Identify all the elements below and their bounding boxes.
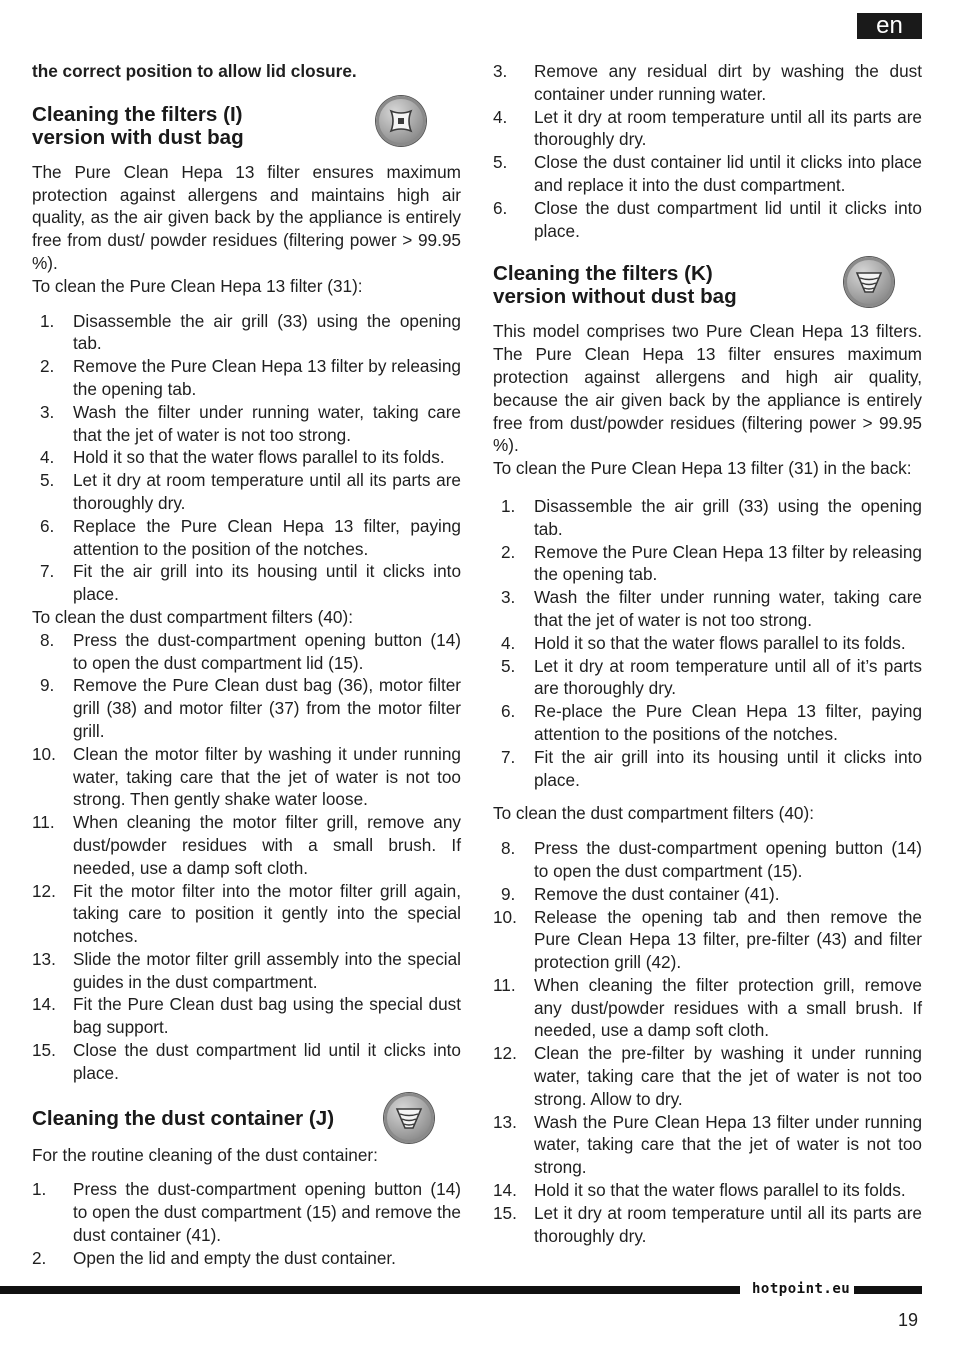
cyclone-icon bbox=[384, 1093, 434, 1143]
list-item: 5. Let it dry at room temperature until all of it’s parts are thoroughly dry. bbox=[501, 655, 922, 699]
list-item: 13. Slide the motor filter grill assembly into the special guides in the dust compartment. bbox=[32, 948, 461, 992]
section-title-line-1: Cleaning the filters (K) bbox=[493, 262, 713, 286]
list-item: 9. Remove the dust container (41). bbox=[501, 883, 780, 904]
list-item: 2. Open the lid and empty the dust container. bbox=[32, 1247, 396, 1268]
list-item: 15. Close the dust compartment lid until it clicks into place. bbox=[32, 1040, 461, 1083]
section-i-intro: The Pure Clean Hepa 13 filter ensures maximum protection against allergens and maintains high air quality, as the air given back by the appliance is entirely free from dust/ powder residues (filtering power > 99.95 %). bbox=[32, 161, 461, 273]
section-k-intro: This model comprises two Pure Clean Hepa 13 filters. The Pure Clean Hepa 13 filter ensures maximum protection against allergens and high air quality, because the air given back by the appliance is entirely free from dust/powder residues (filtering power > 99.95 %). bbox=[493, 321, 922, 456]
footer-rule-right bbox=[854, 1286, 922, 1294]
list-item: 3. Remove any residual dirt by washing the dust container under running water. bbox=[493, 61, 922, 104]
list-item: 1. Disassemble the air grill (33) using the opening tab. bbox=[501, 495, 922, 539]
list-item: 2. Remove the Pure Clean Hepa 13 filter by releasing the opening tab. bbox=[501, 541, 922, 585]
list-item: 13. Wash the Pure Clean Hepa 13 filter under running water, taking care that the jet of water is not too strong. bbox=[493, 1111, 922, 1178]
section-title-line-1: Cleaning the filters (I) bbox=[32, 102, 243, 126]
section-heading-j bbox=[32, 1107, 461, 1130]
footer-rule-left bbox=[0, 1286, 740, 1294]
list-item: 12. Fit the motor filter into the motor filter grill again, taking care to position it gently into the special notches. bbox=[32, 880, 461, 947]
list-item: 2. Remove the Pure Clean Hepa 13 filter by releasing the opening tab. bbox=[40, 356, 461, 399]
list-item: 6. Re-place the Pure Clean Hepa 13 filter, paying attention to the positions of the notches. bbox=[501, 701, 922, 744]
page-number: 19 bbox=[898, 1310, 919, 1330]
list-item: 15. Let it dry at room temperature until all its parts are thoroughly dry. bbox=[493, 1202, 922, 1246]
section-title: Cleaning the dust container (J) bbox=[32, 1106, 335, 1130]
section-j-steps bbox=[32, 1178, 461, 1269]
list-item: 7. Fit the air grill into its housing until it clicks into place. bbox=[501, 746, 922, 790]
list-item: 4. Hold it so that the water flows parallel to its folds. bbox=[40, 447, 445, 468]
section-i-steps bbox=[32, 310, 461, 606]
list-item: 4. Hold it so that the water flows parallel to its folds. bbox=[501, 632, 906, 653]
section-title-line-2: version with dust bag bbox=[32, 125, 244, 149]
list-item: 4. Let it dry at room temperature until all its parts are thoroughly dry. bbox=[493, 106, 922, 150]
left-column bbox=[32, 58, 461, 1270]
list-item: 3. Wash the filter under running water, taking care that the jet of water is not too strong. bbox=[501, 587, 922, 630]
list-item: 1. Press the dust-compartment opening button (14) to open the dust compartment (15) and remove the dust container (41). bbox=[32, 1179, 461, 1246]
section-heading-i bbox=[32, 103, 461, 149]
list-item: 10. Clean the motor filter by washing it under running water, taking care that the jet of water is not too strong. Then gently shake water loose. bbox=[32, 743, 461, 810]
list-item: 11. When cleaning the filter protection grill, remove any dust/powder residues with a small brush. If needed, use a damp soft cloth. bbox=[493, 974, 922, 1041]
list-item: 6. Close the dust compartment lid until it clicks into place. bbox=[493, 197, 922, 241]
list-item: 14. Hold it so that the water flows parallel to its folds. bbox=[493, 1180, 906, 1201]
filter-icon bbox=[376, 96, 426, 146]
list-item: 12. Clean the pre-filter by washing it under running water, taking care that the jet of water is not too strong. Allow to dry. bbox=[493, 1043, 922, 1109]
section-j-steps-continued bbox=[493, 60, 922, 242]
list-item: 14. Fit the Pure Clean dust bag using the special dust bag support. bbox=[32, 994, 461, 1038]
dust-filters-intro: To clean the dust compartment filters (40): bbox=[493, 803, 814, 824]
section-i-instruction: To clean the Pure Clean Hepa 13 filter (31): bbox=[32, 275, 363, 296]
list-item: 5. Let it dry at room temperature until all its parts are thoroughly dry. bbox=[40, 470, 461, 513]
section-k-steps-2 bbox=[493, 837, 922, 1247]
section-k-instruction: To clean the Pure Clean Hepa 13 filter (31) in the back: bbox=[493, 458, 912, 479]
list-item: 8. Press the dust-compartment opening button (14) to open the dust compartment lid (15). bbox=[40, 629, 461, 673]
list-item: 1. Disassemble the air grill (33) using the opening tab. bbox=[40, 310, 461, 354]
list-item: 11. When cleaning the motor filter grill, remove any dust/powder residues with a small brush. If needed, use a damp soft cloth. bbox=[32, 812, 461, 878]
section-j-intro: For the routine cleaning of the dust container: bbox=[32, 1144, 378, 1165]
cyclone-icon bbox=[844, 257, 894, 307]
section-heading-k bbox=[493, 262, 922, 308]
dust-filters-intro: To clean the dust compartment filters (40): bbox=[32, 606, 353, 627]
list-item: 7. Fit the air grill into its housing until it clicks into place. bbox=[40, 561, 461, 605]
section-title-line-2: version without dust bag bbox=[493, 285, 737, 309]
list-item: 8. Press the dust-compartment opening button (14) to open the dust compartment (15). bbox=[501, 838, 922, 881]
list-item: 3. Wash the filter under running water, taking care that the jet of water is not too strong. bbox=[40, 401, 461, 445]
language-badge: en bbox=[857, 13, 922, 39]
section-k-steps bbox=[493, 495, 922, 791]
section-i-steps-2 bbox=[32, 629, 461, 1085]
list-item: 6. Replace the Pure Clean Hepa 13 filter, paying attention to the position of the notches. bbox=[40, 515, 461, 559]
list-item: 5. Close the dust container lid until it clicks into place and replace it into the dust compartment. bbox=[493, 152, 922, 195]
right-column bbox=[493, 58, 922, 1247]
brand-logo: hotpoint.eu bbox=[752, 1281, 851, 1297]
list-item: 10. Release the opening tab and then remove the Pure Clean Hepa 13 filter, pre-filter (43) and filter protection grill (42). bbox=[493, 906, 922, 973]
continued-text: the correct position to allow lid closure. bbox=[32, 61, 357, 81]
list-item: 9. Remove the Pure Clean dust bag (36), motor filter grill (38) and motor filter (37) from the motor filter grill. bbox=[40, 675, 461, 741]
